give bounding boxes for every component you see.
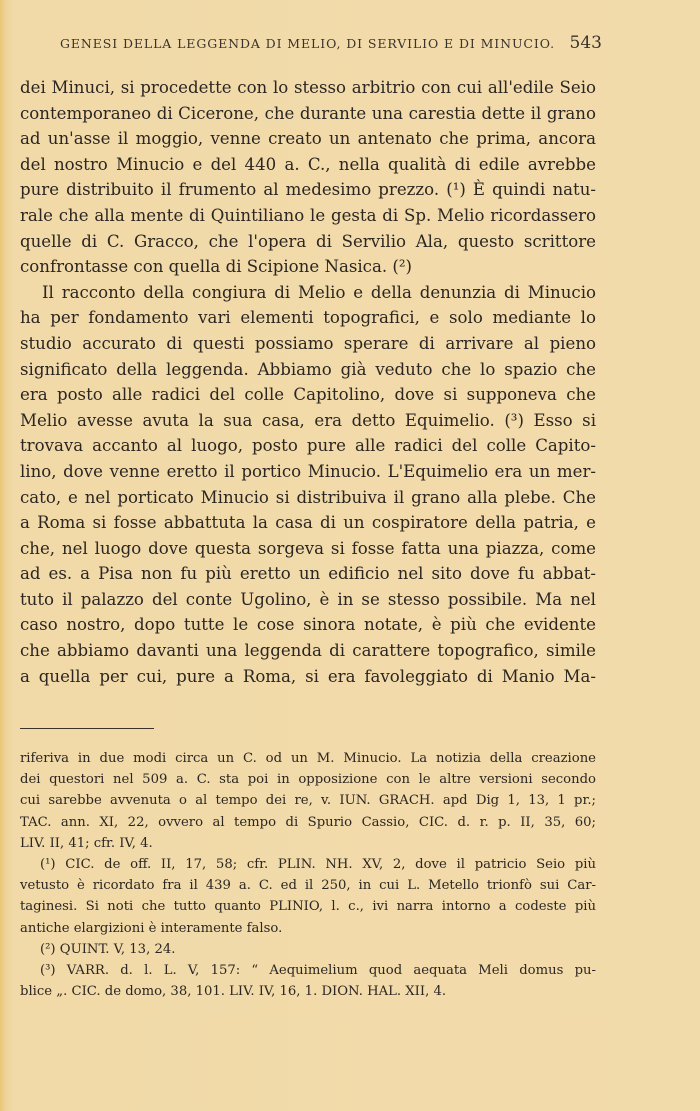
body-line: caso nostro, dopo tutte le cose sinora notate, è più che evidente <box>20 615 596 635</box>
body-line: cato, e nel porticato Minucio si distribuiva il grano alla plebe. Che <box>20 487 596 507</box>
footnote-line: riferiva in due modi circa un C. od un M. Minucio. La notizia della creazione <box>20 751 596 766</box>
body-line: che, nel luogo dove questa sorgeva si fosse fatta una piazza, come <box>20 538 596 558</box>
body-line: del nostro Minucio e del 440 a. C., nella qualità di edile avrebbe <box>20 154 596 174</box>
body-line: Il racconto della congiura di Melio e della denunzia di Minucio <box>42 282 596 302</box>
footnote-line: taginesi. Si noti che tutto quanto PLINIO, l. c., ivi narra intorno a codeste più <box>20 899 596 915</box>
body-line: a Roma si fosse abbattuta la casa di un cospiratore della patria, e <box>20 513 596 533</box>
body-text <box>20 75 596 689</box>
footnote-line: (²) QUINT. V, 13, 24. <box>40 941 176 957</box>
body-line: ad un'asse il moggio, venne creato un antenato che prima, ancora <box>20 129 596 149</box>
body-line: rale che alla mente di Quintiliano le gesta di Sp. Melio ricordassero <box>20 205 596 225</box>
body-line: Melio avesse avuta la sua casa, era detto Equimelio. (³) Esso si <box>20 410 596 430</box>
footnote-line: antiche elargizioni è interamente falso. <box>20 920 283 936</box>
body-line: era posto alle radici del colle Capitolino, dove si supponeva che <box>20 385 596 405</box>
footnotes <box>20 748 596 1002</box>
footnote-line: (¹) CIC. de off. II, 17, 58; cfr. PLIN. NH. XV, 2, dove il patricio Seio più <box>40 856 596 872</box>
footnote-line: cui sarebbe avvenuta o al tempo dei re, v. IUN. GRACH. apd Dig 1, 13, 1 pr.; <box>20 793 596 809</box>
footnote-divider <box>20 728 154 729</box>
body-line: che abbiamo davanti una leggenda di carattere topografico, simile <box>20 641 596 661</box>
body-line: studio accurato di questi possiamo sperare di arrivare al pieno <box>20 333 596 353</box>
body-line: contemporaneo di Cicerone, che durante una carestia dette il grano <box>20 103 596 123</box>
footnote-line: dei questori nel 509 a. C. sta poi in opposizione con le altre versioni secondo <box>20 772 596 788</box>
footnote-line: (³) VARR. d. l. L. V, 157: “ Aequimelium quod aequata Meli domus pu- <box>40 962 596 978</box>
body-line: significato della leggenda. Abbiamo già veduto che lo spazio che <box>20 359 596 379</box>
body-line: pure distribuito il frumento al medesimo prezzo. (¹) È quindi natu- <box>20 180 596 200</box>
body-line: dei Minuci, si procedette con lo stesso arbitrio con cui all'edile Seio <box>20 78 596 97</box>
page-number: 543 <box>569 33 602 53</box>
body-line: trovava accanto al luogo, posto pure alle radici del colle Capito- <box>20 436 596 456</box>
body-line: quelle di C. Gracco, che l'opera di Servilio Ala, questo scrittore <box>20 231 596 251</box>
running-title: GENESI DELLA LEGGENDA DI MELIO, DI SERVILIO E DI MINUCIO. <box>60 36 555 51</box>
body-line: ad es. a Pisa non fu più eretto un edificio nel sito dove fu abbat- <box>20 564 596 584</box>
footnote-line: TAC. ann. XI, 22, ovvero al tempo di Spurio Cassio, CIC. d. r. p. II, 35, 60; <box>20 814 596 830</box>
body-line: lino, dove venne eretto il portico Minucio. L'Equimelio era un mer- <box>20 461 596 481</box>
body-line: confrontasse con quella di Scipione Nasica. (²) <box>20 257 413 277</box>
footnote-line: LIV. II, 41; cfr. IV, 4. <box>20 835 153 851</box>
body-line: tuto il palazzo del conte Ugolino, è in se stesso possibile. Ma nel <box>20 589 596 609</box>
footnote-line: vetusto è ricordato fra il 439 a. C. ed il 250, in cui L. Metello trionfò sui Car- <box>20 878 596 894</box>
body-line: a quella per cui, pure a Roma, si era favoleggiato di Manio Ma- <box>20 666 596 686</box>
body-line: ha per fondamento vari elementi topografici, e solo mediante lo <box>20 308 596 328</box>
footnote-line: blice „. CIC. de domo, 38, 101. LIV. IV, 16, 1. DION. HAL. XII, 4. <box>20 984 447 1000</box>
